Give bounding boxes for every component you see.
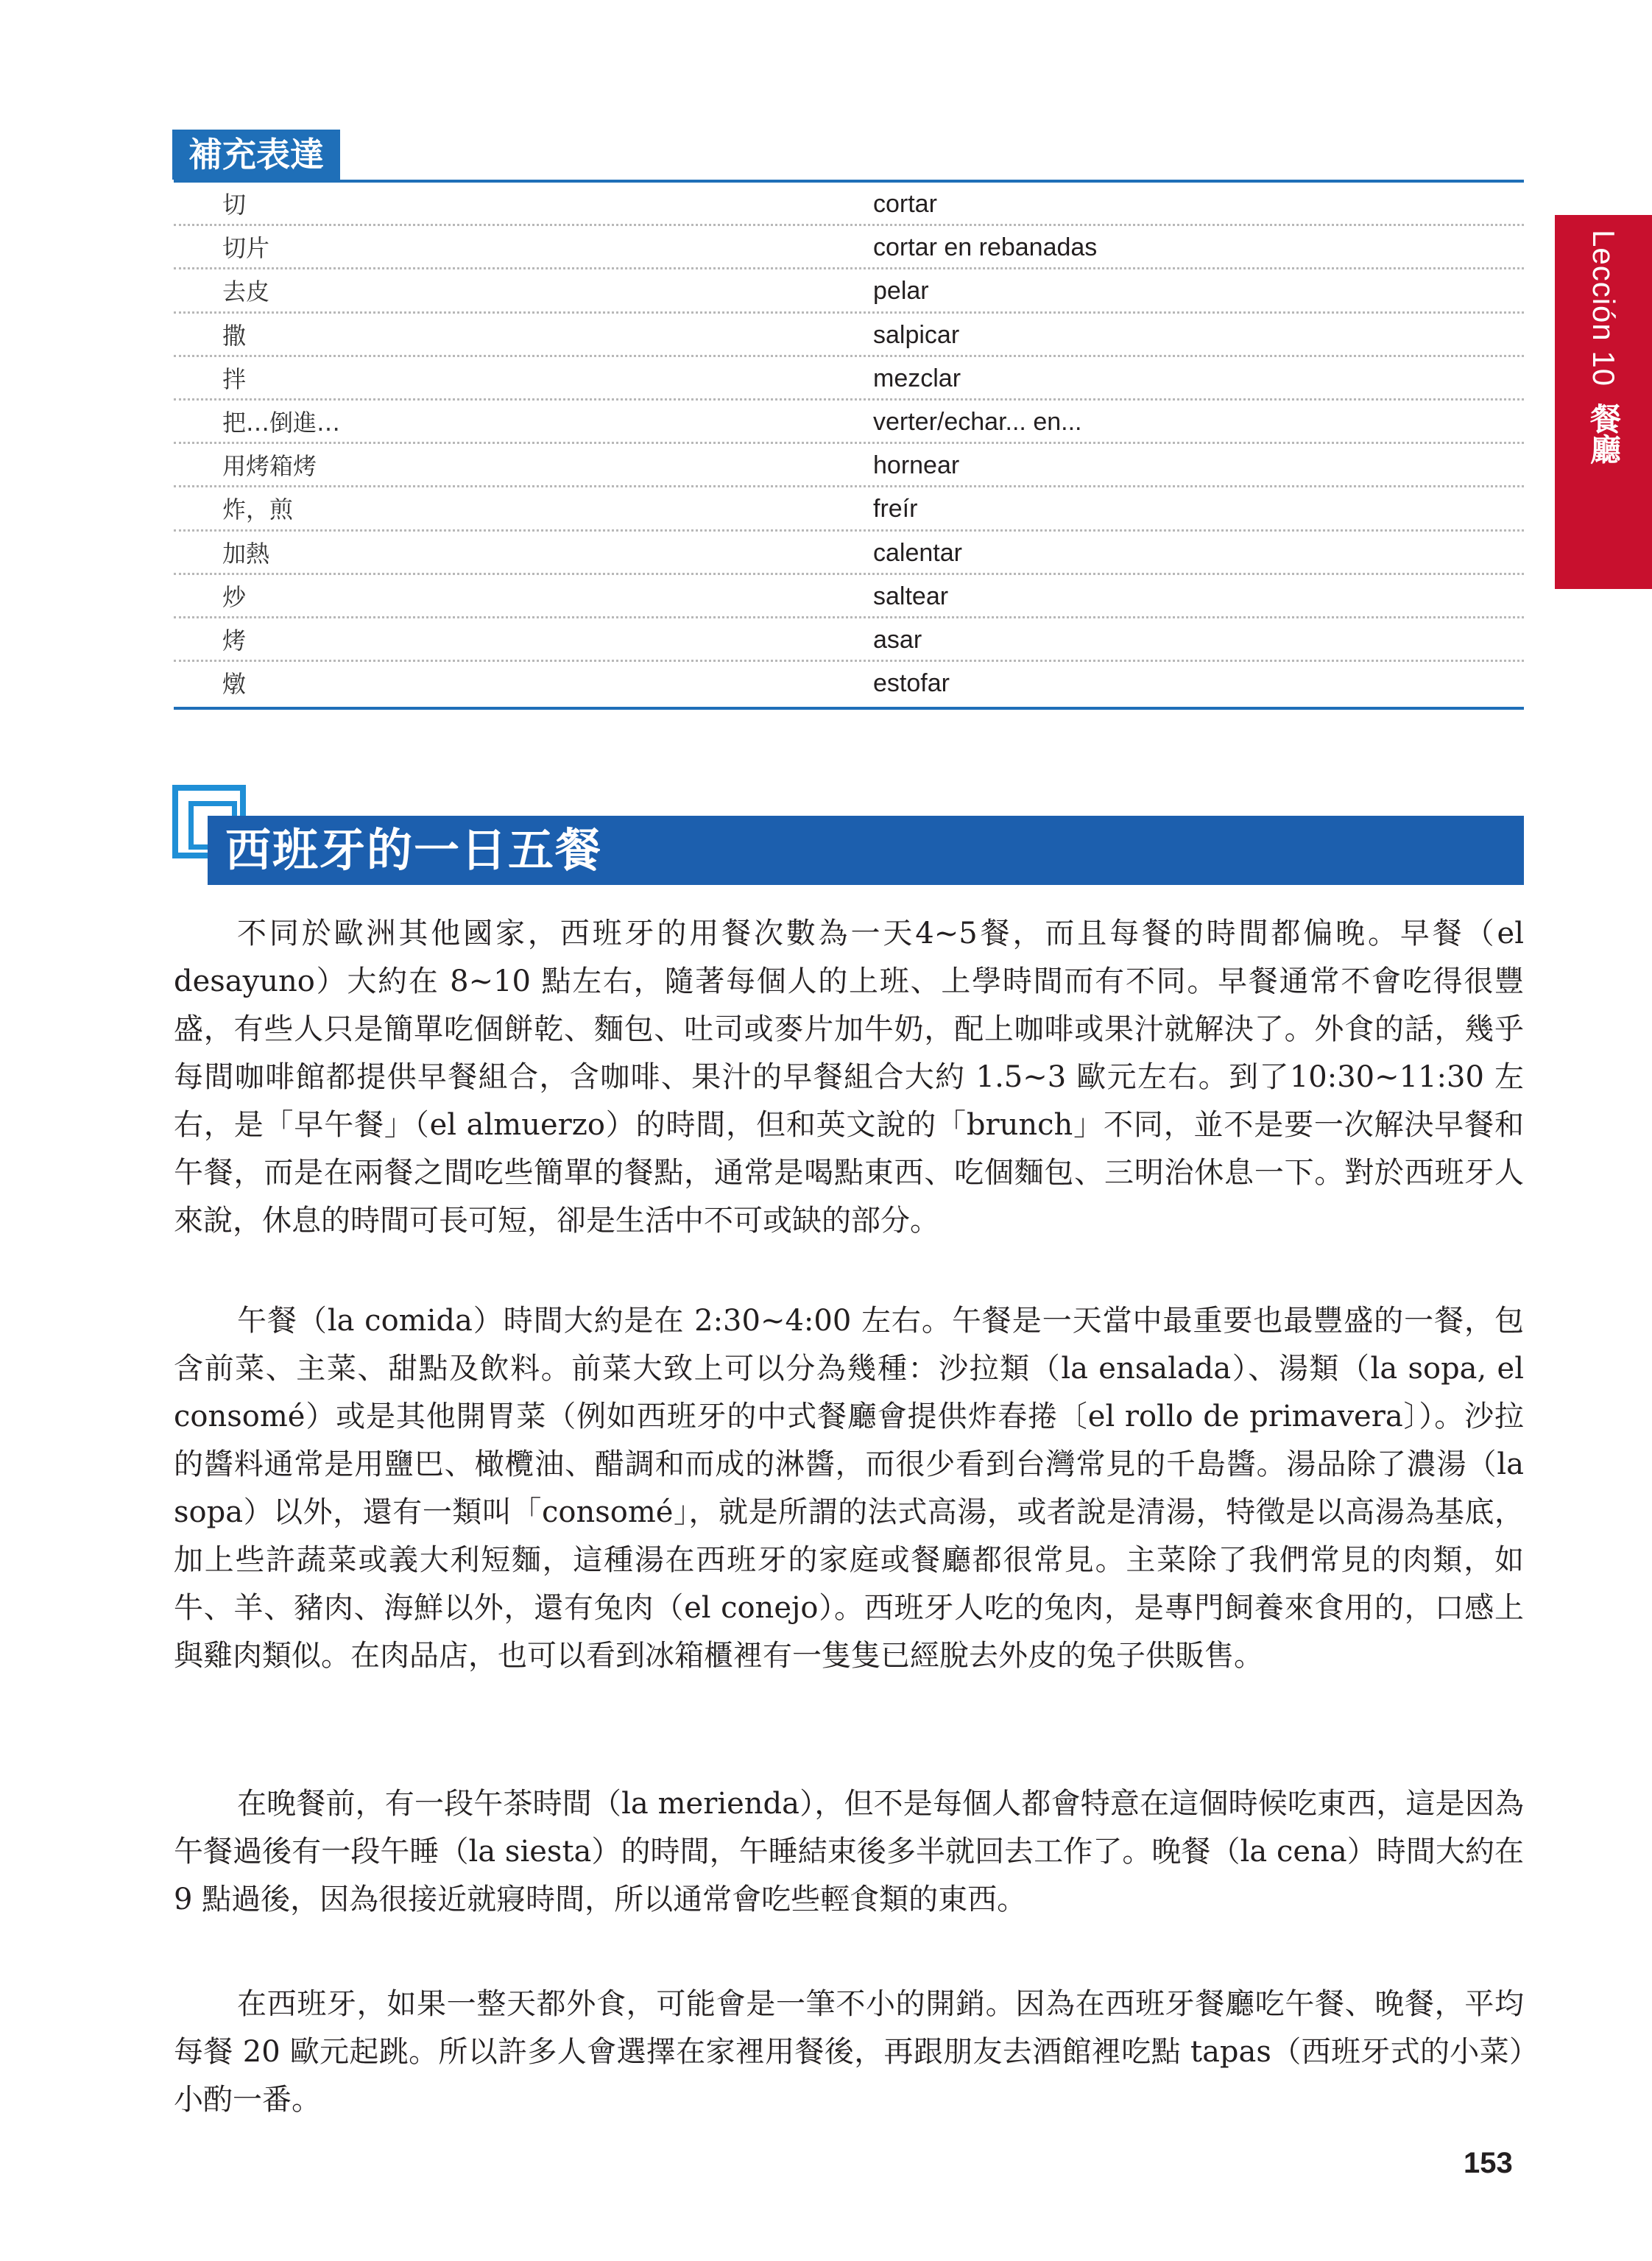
vocab-row (174, 532, 1524, 575)
vocab-row (174, 269, 1524, 313)
vocab-spanish-term: saltear (873, 582, 949, 610)
vocab-spanish-term: verter/echar... en... (873, 407, 1082, 436)
lesson-label: Lección 10 (1586, 230, 1621, 387)
vocab-bottom-divider (174, 707, 1524, 710)
vocab-row (174, 401, 1524, 444)
vocab-spanish-term: hornear (873, 451, 960, 480)
vocab-chinese-term: 烤 (222, 626, 247, 655)
paragraph-dinner: 在晚餐前，有一段午茶時間（la merienda），但不是每個人都會特意在這個時候吃東西，這是因為午餐過後有一段午睡（la siesta）的時間，午睡結束後多半就回去工作了。晚餐（la cena）時間大約在 9 點過後，因為很接近就寢時間，所以通常會吃些輕食類的東西。 (174, 1787, 1524, 1916)
vocab-section-title: 補充表達 (172, 130, 340, 180)
vocab-row (174, 487, 1524, 531)
vocab-row (174, 444, 1524, 487)
vocab-row (174, 314, 1524, 357)
vocab-spanish-term: estofar (873, 669, 950, 698)
vocab-chinese-term: 炒 (222, 582, 247, 611)
vocab-row (174, 575, 1524, 618)
vocab-spanish-term: pelar (873, 277, 929, 306)
vocab-spanish-term: cortar en rebanadas (873, 233, 1098, 262)
vocab-spanish-term: calentar (873, 538, 962, 567)
vocab-row (174, 183, 1524, 226)
vocab-chinese-term: 炸，煎 (222, 495, 294, 524)
vocab-spanish-term: asar (873, 625, 922, 654)
vocab-spanish-term: cortar (873, 190, 937, 218)
vocab-chinese-term: 用烤箱烤 (222, 452, 317, 481)
vocab-spanish-term: freír (873, 495, 918, 523)
vocab-chinese-term: 撒 (222, 321, 247, 350)
vocab-chinese-term: 燉 (222, 670, 247, 699)
vocab-spanish-term: mezclar (873, 364, 961, 392)
vocab-chinese-term: 切片 (222, 234, 270, 263)
vocab-chinese-term: 去皮 (222, 278, 270, 306)
vocab-row (174, 357, 1524, 401)
vocab-chinese-term: 把…倒進… (222, 408, 341, 437)
vocab-chinese-term: 拌 (222, 364, 247, 393)
page-number: 153 (1464, 2147, 1513, 2179)
paragraph-breakfast: 不同於歐洲其他國家，西班牙的用餐次數為一天4~5餐，而且每餐的時間都偏晚。早餐（el desayuno）大約在 8~10 點左右，隨著每個人的上班、上學時間而有不同。早餐通常不會吃得很豐盛，有些人只是簡單吃個餅乾、麵包、吐司或麥片加牛奶，配上咖啡或果汁就解決了。外食的話，幾乎每間咖啡館都提供早餐組合，含咖啡、果汁的早餐組合大約 1.5~3 歐元左右。到了10:30~11:30 左右，是「早午餐」（el almuerzo）的時間，但和英文說的「brunch」不同，並不是要一次解決早餐和午餐，而是在兩餐之間吃些簡單的餐點，通常是喝點東西、吃個麵包、三明治休息一下。對於西班牙人來說，休息的時間可長可短，卻是生活中不可或缺的部分。 (174, 917, 1524, 1238)
vocab-spanish-term: salpicar (873, 320, 960, 349)
paragraph-dining-cost: 在西班牙，如果一整天都外食，可能會是一筆不小的開銷。因為在西班牙餐廳吃午餐、晚餐，平均每餐 20 歐元起跳。所以許多人會選擇在家裡用餐後，再跟朋友去酒館裡吃點 tapas（西班牙式的小菜）小酌一番。 (174, 1987, 1524, 2117)
lesson-side-tab (1555, 215, 1652, 589)
vocab-row (174, 226, 1524, 269)
lesson-topic: 餐廳 (1586, 403, 1622, 465)
vocab-row (174, 662, 1524, 705)
vocab-chinese-term: 加熱 (222, 539, 270, 568)
vocab-table (174, 183, 1524, 705)
vocab-row (174, 618, 1524, 662)
vocab-chinese-term: 切 (222, 191, 247, 219)
section-title: 西班牙的一日五餐 (225, 823, 603, 877)
paragraph-lunch: 午餐（la comida）時間大約是在 2:30~4:00 左右。午餐是一天當中最重要也最豐盛的一餐，包含前菜、主菜、甜點及飲料。前菜大致上可以分為幾種：沙拉類（la ensalada）、湯類（la sopa, el consomé）或是其他開胃菜（例如西班牙的中式餐廳會提供炸春捲〔el rollo de primavera〕）。沙拉的醬料通常是用鹽巴、橄欖油、醋調和而成的淋醬，而很少看到台灣常見的千島醬。湯品除了濃湯（la sopa）以外，還有一類叫「consomé」，就是所謂的法式高湯，或者說是清湯，特徵是以高湯為基底，加上些許蔬菜或義大利短麵，這種湯在西班牙的家庭或餐廳都很常見。主菜除了我們常見的肉類，如牛、羊、豬肉、海鮮以外，還有兔肉（el conejo）。西班牙人吃的兔肉，是專門飼養來食用的，口感上與雞肉類似。在肉品店，也可以看到冰箱櫃裡有一隻隻已經脫去外皮的兔子供販售。 (174, 1304, 1524, 1673)
